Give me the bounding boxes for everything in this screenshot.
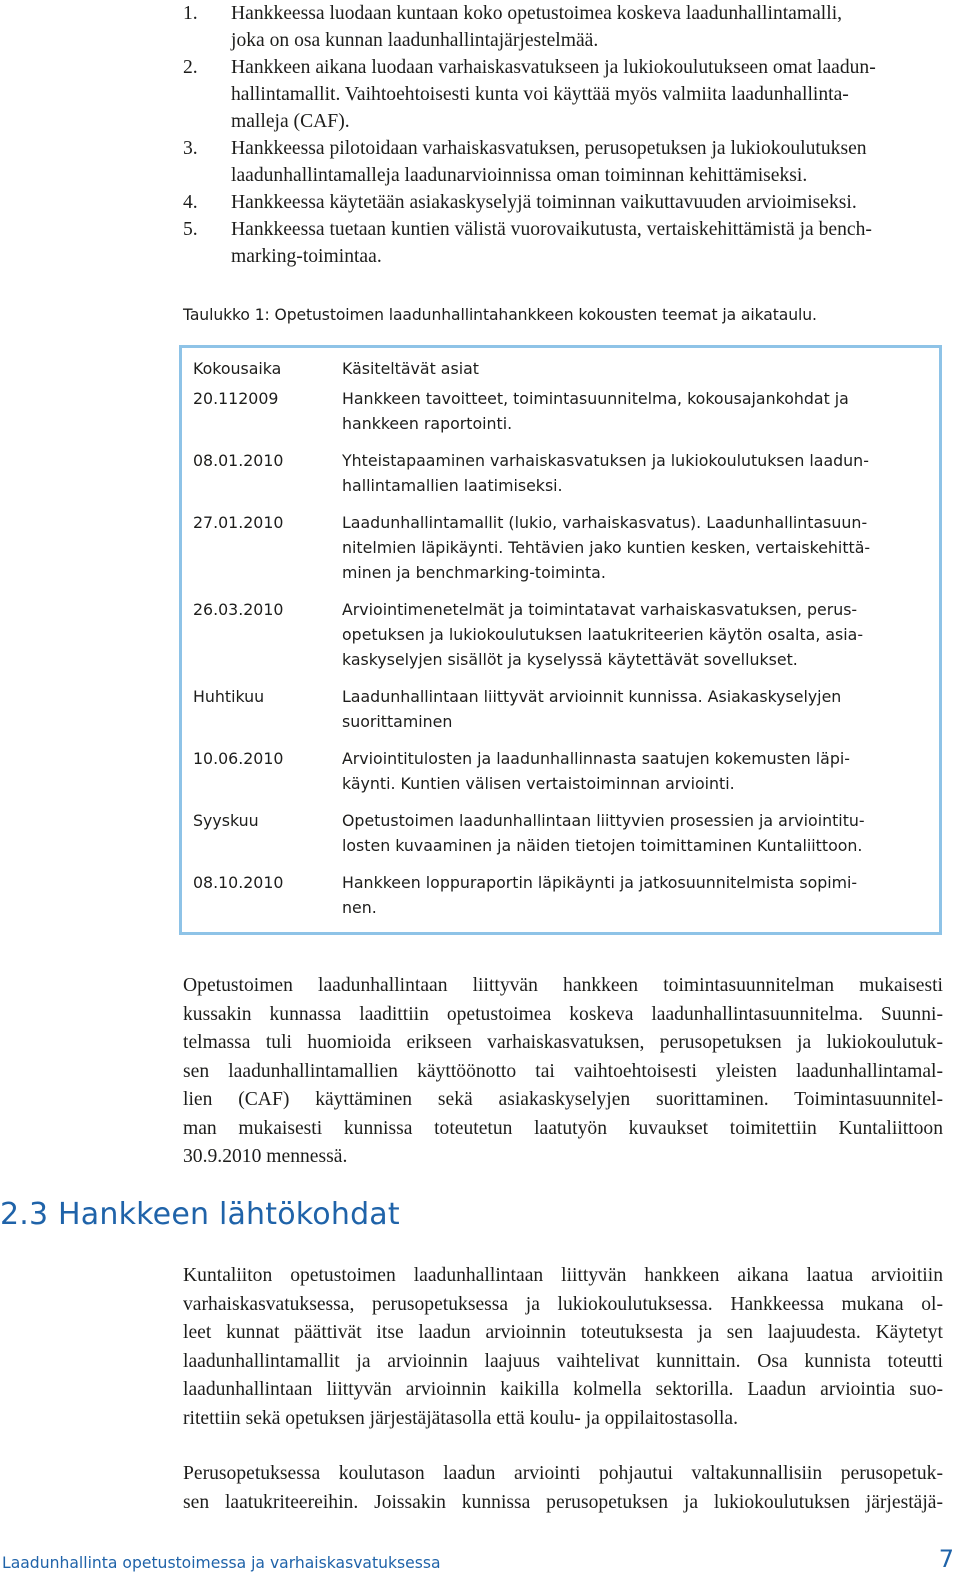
meeting-schedule-table — [179, 345, 942, 935]
meeting-topics — [342, 510, 917, 585]
meeting-date: 20.112009 — [193, 389, 279, 408]
meeting-topic-line: hankkeen raportointi. — [342, 414, 513, 433]
page-number: 7 — [938, 1545, 954, 1573]
meeting-topic-line: Laadunhallintamallit (lukio, varhaiskasvatus). Laadunhallintasuun- — [342, 513, 868, 532]
list-item — [183, 0, 953, 54]
list-item-text-line: Hankkeen aikana luodaan varhaiskasvatukseen ja lukiokoulutukseen omat laadun- — [231, 57, 876, 78]
paragraph-line: man mukaisesti kunnissa toteutetun laatutyön kuvaukset toimitettiin Kuntaliittoon — [183, 1117, 943, 1139]
meeting-date: 10.06.2010 — [193, 749, 284, 768]
list-item-text-line: joka on osa kunnan laadunhallintajärjestelmää. — [231, 30, 599, 51]
list-item-number: 1. — [183, 3, 198, 24]
column-header-date: Kokousaika — [193, 359, 282, 378]
list-item-number: 5. — [183, 219, 198, 240]
list-item-number: 2. — [183, 57, 198, 78]
meeting-topic-line: hallintamallien laatimiseksi. — [342, 476, 563, 495]
meeting-topic-line: Laadunhallintaan liittyvät arvioinnit kunnissa. Asiakaskyselyjen — [342, 687, 842, 706]
meeting-topics — [342, 386, 917, 436]
list-item-text-line: Hankkeessa luodaan kuntaan koko opetustoimea koskeva laadunhallintamalli, — [231, 3, 843, 24]
list-item-text-line: hallintamallit. Vaihtoehtoisesti kunta voi käyttää myös valmiita laadunhallinta- — [231, 84, 849, 105]
list-item — [183, 135, 953, 189]
meeting-topic-line: kaskyselyjen sisällöt ja kyselyssä käytettävät sovellukset. — [342, 650, 798, 669]
meeting-topics — [342, 597, 917, 672]
list-item-number: 4. — [183, 192, 198, 213]
meeting-date: Huhtikuu — [193, 687, 265, 706]
paragraph-line: sen laadunhallintamallien käyttöönotto tai vaihtoehtoisesti yleisten laadunhallintamal- — [183, 1060, 943, 1082]
meeting-date: 26.03.2010 — [193, 600, 284, 619]
meeting-date: 08.01.2010 — [193, 451, 284, 470]
paragraph-line: ritettiin sekä opetuksen järjestäjätasolla että koulu- ja oppilaitostasolla. — [183, 1407, 738, 1429]
meeting-topic-line: Yhteistapaaminen varhaiskasvatuksen ja lukiokoulutuksen laadun- — [342, 451, 869, 470]
list-item-text-line: Hankkeessa pilotoidaan varhaiskasvatuksen, perusopetuksen ja lukiokoulutuksen — [231, 138, 867, 159]
column-header-topics: Käsiteltävät asiat — [342, 359, 479, 378]
meeting-topics — [342, 684, 917, 734]
meeting-topic-line: Opetustoimen laadunhallintaan liittyvien prosessien ja arviointitu- — [342, 811, 865, 830]
list-item-text-line: Hankkeessa tuetaan kuntien välistä vuorovaikutusta, vertaiskehittämistä ja bench- — [231, 219, 872, 240]
paragraph-line: Perusopetuksessa koulutason laadun arviointi pohjautui valtakunnallisiin perusopetuk- — [183, 1463, 943, 1484]
meeting-topic-line: losten kuvaaminen ja näiden tietojen toimittaminen Kuntaliittoon. — [342, 836, 863, 855]
paragraph-line: Kuntaliiton opetustoimen laadunhallintaan liittyvän hankkeen aikana laatua arvioitiin — [183, 1265, 943, 1286]
section-heading: 2.3 Hankkeen lähtökohdat — [0, 1197, 400, 1232]
meeting-topic-line: minen ja benchmarking-toiminta. — [342, 563, 606, 582]
table-caption: Taulukko 1: Opetustoimen laadunhallintahankkeen kokousten teemat ja aikataulu. — [183, 306, 817, 324]
meeting-topics — [342, 808, 917, 858]
paragraph-line: sen laatukriteereihin. Joissakin kunnissa perusopetuksen ja lukiokoulutuksen järjestäjä- — [183, 1491, 943, 1513]
meeting-topic-line: nitelmien läpikäynti. Tehtävien jako kuntien kesken, vertaiskehittä- — [342, 538, 871, 557]
list-item — [183, 216, 953, 270]
paragraph-line: laadunhallintaan liittyvän arvioinnin kaikilla kolmella sektorilla. Laadun arviointia suo- — [183, 1379, 943, 1400]
meeting-date: Syyskuu — [193, 811, 259, 830]
meeting-topic-line: suorittaminen — [342, 712, 453, 731]
list-item-text-line: laadunhallintamalleja laadunarvioinnissa oman toiminnan kehittämiseksi. — [231, 165, 808, 186]
list-item-text-line: malleja (CAF). — [231, 111, 350, 132]
footer-publication-title: Laadunhallinta opetustoimessa ja varhaiskasvatuksessa — [2, 1554, 441, 1572]
paragraph-basic-education — [183, 1460, 943, 1517]
paragraph-line: Opetustoimen laadunhallintaan liittyvän hankkeen toimintasuunnitelman mukaisesti — [183, 975, 943, 996]
meeting-topics — [342, 448, 917, 498]
list-item — [183, 54, 953, 135]
meeting-topic-line: Arviointitulosten ja laadunhallinnasta saatujen kokemusten läpi- — [342, 749, 850, 768]
list-item — [183, 189, 953, 216]
meeting-topics — [342, 746, 917, 796]
paragraph-starting-points — [183, 1262, 943, 1433]
meeting-topic-line: Hankkeen tavoitteet, toimintasuunnitelma, kokousajankohdat ja — [342, 389, 849, 408]
meeting-topic-line: Arviointimenetelmät ja toimintatavat varhaiskasvatuksen, perus- — [342, 600, 858, 619]
paragraph-line: telmassa tuli huomioida erikseen varhaiskasvatuksen, perusopetuksen ja lukiokoulutuk- — [183, 1032, 943, 1053]
paragraph-line: lien (CAF) käyttäminen sekä asiakaskyselyjen suorittaminen. Toimintasuunnitel- — [183, 1089, 943, 1110]
meeting-topic-line: nen. — [342, 898, 377, 917]
paragraph-line: 30.9.2010 mennessä. — [183, 1146, 348, 1167]
objectives-list — [183, 0, 953, 270]
list-item-number: 3. — [183, 138, 198, 159]
paragraph-line: laadunhallintamallit ja arvioinnin laajuus vaihtelivat kunnittain. Osa kunnista toteutti — [183, 1350, 943, 1372]
paragraph-line: leet kunnat päättivät itse laadun arvioinnin toteutuksesta ja sen laajuudesta. Käytetyt — [183, 1322, 943, 1343]
meeting-date: 27.01.2010 — [193, 513, 284, 532]
meeting-date: 08.10.2010 — [193, 873, 284, 892]
paragraph-line: kussakin kunnassa laadittiin opetustoimea koskeva laadunhallintasuunnitelma. Suunni- — [183, 1003, 943, 1025]
meeting-topic-line: opetuksen ja lukiokoulutuksen laatukriteerien käytön osalta, asia- — [342, 625, 864, 644]
meeting-topics — [342, 870, 917, 920]
meeting-topic-line: käynti. Kuntien välisen vertaistoiminnan arviointi. — [342, 774, 735, 793]
list-item-text-line: marking-toimintaa. — [231, 246, 382, 267]
meeting-topic-line: Hankkeen loppuraportin läpikäynti ja jatkosuunnitelmista sopimi- — [342, 873, 858, 892]
list-item-text-line: Hankkeessa käytetään asiakaskyselyjä toiminnan vaikuttavuuden arvioimiseksi. — [231, 192, 857, 213]
paragraph-action-plan — [183, 972, 943, 1172]
paragraph-line: varhaiskasvatuksessa, perusopetuksessa ja lukiokoulutuksessa. Hankkeessa mukana ol- — [183, 1293, 943, 1315]
